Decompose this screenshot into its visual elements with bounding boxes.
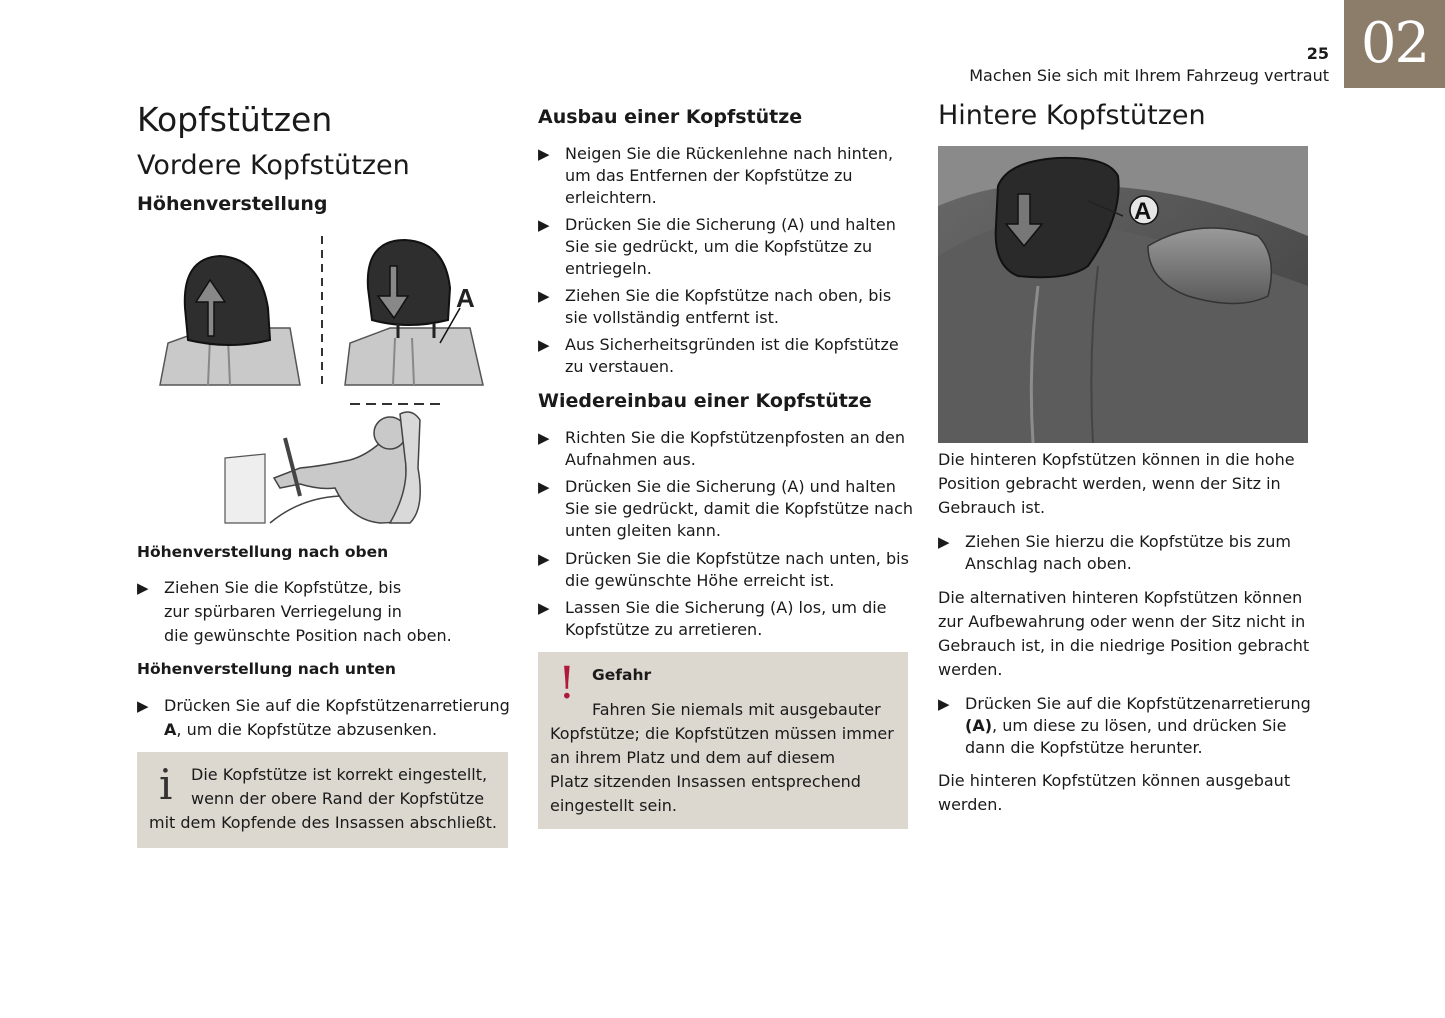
triangle-right-icon: ▶ [137,697,149,715]
bold-label: (A) [965,716,993,735]
bullet-item [538,476,918,542]
bullet-item [538,214,918,280]
bullet-line: Drücken Sie die Sicherung (A) und halten [565,477,896,496]
triangle-right-icon: ▶ [538,429,550,447]
warning-line: eingestellt sein. [550,796,677,815]
bullet-line: Sie sie gedrückt, damit die Kopfstütze nach [565,499,914,518]
bullet-line: Neigen Sie die Rückenlehne nach hinten, [565,144,894,163]
info-line: mit dem Kopfende des Insassen abschließt. [149,813,497,832]
triangle-right-icon: ▶ [538,599,550,617]
subsection-down: Höhenverstellung nach unten [137,660,396,678]
triangle-right-icon: ▶ [538,287,550,305]
info-box [137,752,508,848]
bullet-item [137,576,517,648]
section-title-rear: Hintere Kopfstützen [938,100,1206,131]
paragraph-line: werden. [938,795,1003,814]
bullet-line: Drücken Sie die Sicherung (A) und halten [565,215,896,234]
subsection-refit: Wiedereinbau einer Kopfstütze [538,390,872,412]
figure-label-a: A [456,283,475,313]
bullet-line: Aufnahmen aus. [565,450,696,469]
bullet-line: Aus Sicherheitsgründen ist die Kopfstütze [565,335,899,354]
paragraph-line: Gebrauch ist. [938,498,1046,517]
bullet-item [538,285,918,329]
bullet-item [538,334,918,378]
exclamation-icon: ! [558,658,576,709]
triangle-right-icon: ▶ [938,695,950,713]
bullet-line: Drücken Sie auf die Kopfstützenarretierung [965,694,1311,713]
info-line: Die Kopfstütze ist korrekt eingestellt, [191,765,488,784]
section-title-front: Vordere Kopfstützen [137,150,410,181]
bullet-line: erleichtern. [565,188,657,207]
bullet-line: , um die Kopfstütze abzusenken. [176,720,438,739]
bullet-item [137,694,517,742]
subsection-up: Höhenverstellung nach oben [137,543,389,561]
bullet-line: zu verstauen. [565,357,675,376]
subsection-removal: Ausbau einer Kopfstütze [538,106,803,128]
paragraph-line: Gebrauch ist, in die niedrige Position gebracht [938,636,1310,655]
bullet-line: die gewünschte Höhe erreicht ist. [565,571,835,590]
bullet-item [538,143,918,209]
bullet-line: zur spürbaren Verriegelung in [164,602,402,621]
chapter-number-badge: 02 [1344,0,1445,88]
page-number: 25 [1306,44,1329,63]
bullet-item [938,693,1328,759]
bullet-line: um das Entfernen der Kopfstütze zu [565,166,853,185]
triangle-right-icon: ▶ [538,550,550,568]
bullet-line: Kopfstütze zu arretieren. [565,620,763,639]
page-title: Kopfstützen [137,100,333,139]
paragraph-line: Die hinteren Kopfstützen können in die hohe [938,450,1295,469]
front-headrest-illustration [150,228,510,528]
figure-label-a: A [1134,198,1152,225]
paragraph-line: Die alternativen hinteren Kopfstützen können [938,588,1303,607]
bullet-line: , um diese zu lösen, und drücken Sie [992,716,1287,735]
bullet-item [538,427,918,471]
warning-line: Kopfstütze; die Kopfstützen müssen immer [550,724,894,743]
bullet-item [938,531,1318,575]
warning-line: an ihrem Platz und dem auf diesem [550,748,836,767]
rear-headrest-photo [938,146,1308,443]
bullet-item [538,548,918,592]
info-i-icon: i [159,760,173,809]
bullet-line: unten gleiten kann. [565,521,722,540]
bullet-line: Ziehen Sie hierzu die Kopfstütze bis zum [965,532,1291,551]
bullet-line: Lassen Sie die Sicherung (A) los, um die [565,598,887,617]
paragraph-line: Die hinteren Kopfstützen können ausgebaut [938,771,1291,790]
triangle-right-icon: ▶ [538,145,550,163]
warning-line: Platz sitzenden Insassen entsprechend [550,772,861,791]
bold-label: A [164,720,177,739]
bullet-line: Ziehen Sie die Kopfstütze nach oben, bis [565,286,892,305]
paragraph-line: werden. [938,660,1003,679]
bullet-line: Anschlag nach oben. [965,554,1132,573]
bullet-item [538,597,918,641]
triangle-right-icon: ▶ [538,478,550,496]
info-line: wenn der obere Rand der Kopfstütze [191,789,485,808]
triangle-right-icon: ▶ [538,336,550,354]
paragraph-line: Position gebracht werden, wenn der Sitz in [938,474,1281,493]
bullet-line: Drücken Sie auf die Kopfstützenarretierung [164,696,510,715]
triangle-right-icon: ▶ [938,533,950,551]
bullet-line: entriegeln. [565,259,652,278]
triangle-right-icon: ▶ [538,216,550,234]
bullet-line: sie vollständig entfernt ist. [565,308,779,327]
warning-line: Fahren Sie niemals mit ausgebauter [592,700,881,719]
warning-box [538,652,908,829]
chapter-title: Machen Sie sich mit Ihrem Fahrzeug vertraut [969,66,1329,85]
bullet-line: Ziehen Sie die Kopfstütze, bis [164,578,402,597]
bullet-line: Sie sie gedrückt, um die Kopfstütze zu [565,237,873,256]
subsection-height-adjustment: Höhenverstellung [137,193,328,215]
paragraph-line: zur Aufbewahrung oder wenn der Sitz nicht in [938,612,1306,631]
warning-title: Gefahr [592,666,652,684]
triangle-right-icon: ▶ [137,579,149,597]
bullet-line: Drücken Sie die Kopfstütze nach unten, bis [565,549,909,568]
bullet-line: Richten Sie die Kopfstützenpfosten an den [565,428,906,447]
bullet-line: die gewünschte Position nach oben. [164,626,452,645]
bullet-line: dann die Kopfstütze herunter. [965,738,1203,757]
